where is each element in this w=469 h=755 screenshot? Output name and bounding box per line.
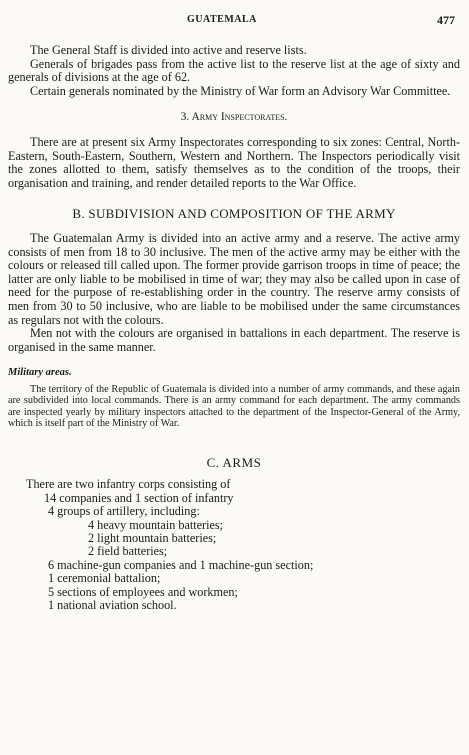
arms-list-item: 1 ceremonial battalion; (48, 571, 161, 586)
arms-list-item: 4 groups of artillery, including: (48, 504, 200, 519)
page-header (0, 14, 469, 30)
running-title: GUATEMALA (187, 14, 257, 25)
arms-list-item: 2 light mountain batteries; (88, 530, 217, 545)
arms-list-item: 5 sections of employees and workmen; (48, 584, 238, 599)
page-number: 477 (437, 13, 455, 27)
paragraph-army-division: The Guatemalan Army is divided into an active army and a reserve. The active army consists of men from 18 to 30 inclusive. The men of the active army may be either with the colours or released till called upon. The former provide garrison troops in time of peace; the latter are only liable to be mobilised in time of war; they may also be called upon in case of need for the purpose of re-establishing order in the country. The reserve army consists of men from 30 to 50 inclusive, who are liable to be mobilised under the same circumstances as regulars not with the colours. (8, 230, 460, 327)
paragraph-generals-reserve: Generals of brigades pass from the active list to the reserve list at the age of sixty and generals of divisions at the age of 62. (8, 56, 460, 85)
arms-list-item: 2 field batteries; (88, 544, 168, 559)
heading-army-inspectorates: 3. Army Inspectorates. (180, 111, 288, 124)
arms-list-item: 4 heavy mountain batteries; (88, 517, 224, 532)
page-body (8, 44, 460, 612)
subheading-military-areas: Military areas. (8, 367, 72, 379)
arms-list-item: 6 machine-gun companies and 1 machine-gun section; (48, 557, 314, 572)
arms-list (8, 492, 460, 613)
arms-list-item: 1 national aviation school. (48, 597, 177, 612)
arms-intro: There are two infantry corps consisting of (26, 477, 231, 492)
paragraph-advisory-committee: Certain generals nominated by the Ministry of War form an Advisory War Committee. (30, 83, 451, 98)
paragraph-inspectorates: There are at present six Army Inspectorates corresponding to six zones: Central, North-Eastern, South-Eastern, Southern, Western and Northern. The Inspectors periodically visit the zones allotted to them, satisfy themselves as to the condition of the troops, their organisation and training, and render detailed reports to the War Office. (8, 134, 460, 190)
arms-list-item: 14 companies and 1 section of infantry (44, 490, 234, 505)
heading-arms: C. ARMS (206, 454, 262, 470)
paragraph-military-areas: The territory of the Republic of Guatemala is divided into a number of army commands, and these again are subdivided into local commands. There is an army command for each department. The army commands are inspected yearly by military inspectors attached to the department of the Inspector-General of the Army, which is itself part of the Ministry of War. (8, 383, 460, 430)
paragraph-battalions: Men not with the colours are organised in battalions in each department. The reserve is organised in the same manner. (8, 326, 460, 354)
heading-subdivision-composition: B. SUBDIVISION AND COMPOSITION OF THE ARMY (72, 206, 396, 222)
paragraph-general-staff: The General Staff is divided into active and reserve lists. (30, 43, 307, 57)
